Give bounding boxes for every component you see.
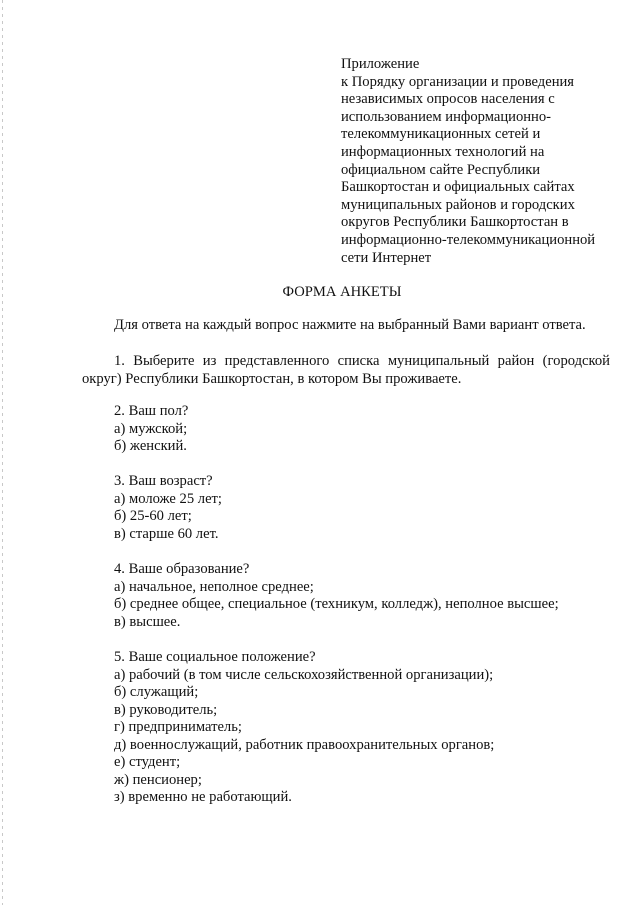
appendix-note (341, 56, 621, 267)
question-5-option-a[interactable]: а) рабочий (в том числе сельскохозяйственной организации); (114, 666, 494, 683)
question-4-text: 4. Ваше образование? (114, 561, 250, 577)
question-5-option-f[interactable]: е) студент; (114, 754, 181, 770)
form-title: ФОРМА АНКЕТЫ (282, 284, 402, 300)
question-3-option-c[interactable]: в) старше 60 лет. (114, 525, 219, 542)
question-3-option-b[interactable]: б) 25-60 лет; (114, 508, 192, 524)
question-2-option-a[interactable]: а) мужской; (114, 420, 188, 437)
question-5-option-h[interactable]: з) временно не работающий. (114, 789, 292, 805)
appendix-line: Приложение (341, 56, 420, 72)
question-5-option-d[interactable]: г) предприниматель; (114, 719, 242, 735)
question-5-option-c[interactable]: в) руководитель; (114, 701, 218, 718)
question-5-text: 5. Ваше социальное положение? (114, 649, 316, 665)
question-1-text: 1. Выберите из представленного списка муниципальный район (городской (114, 353, 610, 369)
appendix-line: сети Интернет (341, 249, 432, 266)
question-5-option-b[interactable]: б) служащий; (114, 684, 199, 700)
appendix-line: Башкортостан и официальных сайтах (341, 179, 575, 196)
instruction-text: Для ответа на каждый вопрос нажмите на выбранный Вами вариант ответа. (114, 317, 586, 333)
appendix-line: информационных технологий на (341, 143, 545, 160)
question-5 (114, 649, 494, 807)
appendix-line: официальном сайте Республики (341, 161, 541, 178)
appendix-line: к Порядку организации и проведения (341, 73, 575, 90)
question-3-option-a[interactable]: а) моложе 25 лет; (114, 490, 222, 507)
question-1-line-2: округ) Республики Башкортостан, в котором Вы проживаете. (82, 371, 462, 387)
question-3 (114, 473, 222, 543)
question-4-option-a[interactable]: а) начальное, неполное среднее; (114, 578, 314, 595)
question-3-text: 3. Ваш возраст? (114, 473, 213, 489)
question-4-option-b[interactable]: б) среднее общее, специальное (техникум, колледж), неполное высшее; (114, 596, 559, 612)
appendix-line: независимых опросов населения с (341, 91, 555, 108)
appendix-line: телекоммуникационных сетей и (341, 126, 541, 143)
question-2 (114, 403, 188, 456)
question-5-option-g[interactable]: ж) пенсионер; (114, 771, 202, 788)
appendix-line: округов Республики Башкортостан в (341, 214, 569, 231)
appendix-line: использованием информационно- (341, 108, 552, 125)
question-2-option-b[interactable]: б) женский. (114, 438, 187, 454)
question-1-line-1 (114, 352, 610, 370)
question-4-option-c[interactable]: в) высшее. (114, 613, 181, 630)
scan-edge-line (2, 0, 3, 905)
question-5-option-e[interactable]: д) военнослужащий, работник правоохранительных органов; (114, 736, 495, 753)
question-4 (114, 561, 559, 631)
appendix-line: муниципальных районов и городских (341, 196, 575, 213)
appendix-line: информационно-телекоммуникационной (341, 231, 596, 248)
question-2-text: 2. Ваш пол? (114, 403, 189, 419)
